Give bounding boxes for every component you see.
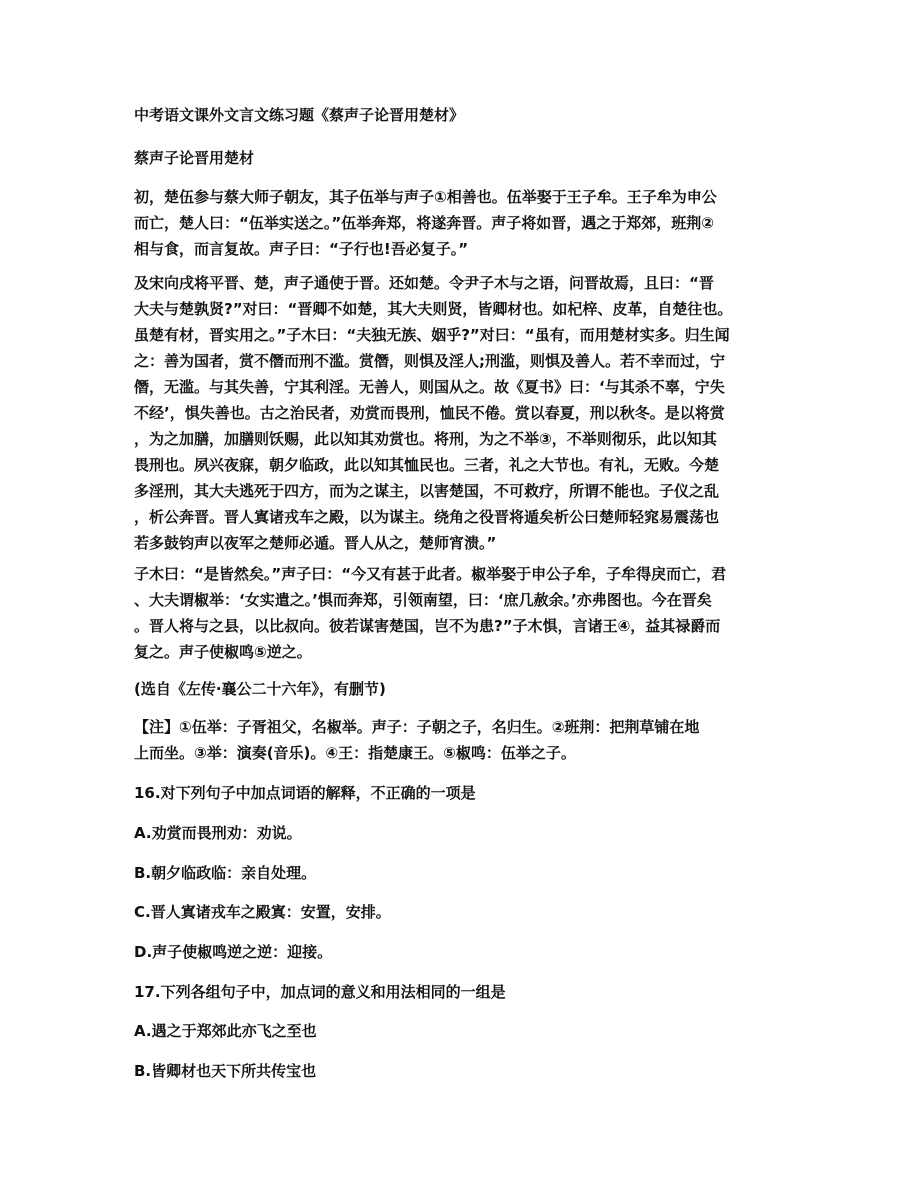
annotations: 【注】①伍举：子胥祖父，名椒举。声子：子朝之子，名归生。②班荆：把荆草铺在地 上而坐。③举：演奏(音乐)。④王：指楚康王。⑤椒鸣：伍举之子。 bbox=[134, 718, 700, 762]
q16-option-a: A.劝赏而畏刑劝：劝说。 bbox=[134, 824, 302, 842]
paragraph-3: 子木曰：“是皆然矣。”声子曰：“今又有甚于此者。椒举娶于申公子牟，子牟得戾而亡，君 、大夫谓椒举：‘女实遣之。’惧而奔郑，引领南望，曰：‘庶几赦余。’亦弗图也。今在晋矣 。晋人将与之县，以比叔向。彼若谋害楚国，岂不为患?”子木惧，言诸王④，益其禄爵而 复之。声子使椒鸣⑤逆之。 bbox=[134, 565, 727, 661]
q16-option-d: D.声子使椒鸣逆之逆：迎接。 bbox=[134, 943, 333, 961]
question-16: 16.对下列句子中加点词语的解释，不正确的一项是 bbox=[134, 784, 476, 802]
section-heading: 蔡声子论晋用楚材 bbox=[134, 149, 255, 167]
question-17: 17.下列各组句子中，加点词的意义和用法相同的一组是 bbox=[134, 983, 506, 1001]
q16-option-c: C.晋人寘诸戎车之殿寘：安置，安排。 bbox=[134, 903, 391, 921]
paragraph-2: 及宋向戌将平晋、楚，声子通使于晋。还如楚。令尹子木与之语，问晋故焉，且曰：“晋 大夫与楚孰贤?”对曰：“晋卿不如楚，其大夫则贤，皆卿材也。如杞梓、皮革，自楚往也。 虽楚有材，晋实用之。”子木曰：“夫独无族、姻乎?”对曰：“虽有，而用楚材实多。归生闻 之：善为国者，赏不僭而刑不滥。赏僭，则惧及淫人;刑滥，则惧及善人。若不幸而过，宁 僭，无滥。与其失善，宁其利淫。无善人，则国从之。故《夏书》曰：‘与其杀不辜，宁失 不经’，惧失善也。古之治民者，劝赏而畏刑，恤民不倦。赏以春夏，刑以秋冬。是以将赏 ，为之加膳，加膳则饫赐，此以知其劝赏也。将刑，为之不举③，不举则彻乐，此以知其 畏刑也。夙兴夜寐，朝夕临政，此以知其恤民也。三者，礼之大节也。有礼，无败。今楚 多淫刑，其大夫逃死于四方，而为之谋主，以害楚国，不可救疗，所谓不能也。子仪之乱 ，析公奔晋。晋人寘诸戎车之殿，以为谋主。绕角之役晋将遁矣析公曰楚师轻窕易震荡也 若多鼓钧声以夜军之楚师必遁。晋人从之，楚师宵溃。” bbox=[134, 274, 733, 552]
q17-option-b: B.皆卿材也天下所共传宝也 bbox=[134, 1062, 317, 1080]
document-title: 中考语文课外文言文练习题《蔡声子论晋用楚材》 bbox=[134, 106, 465, 124]
paragraph-1: 初，楚伍参与蔡大师子朝友，其子伍举与声子①相善也。伍举娶于王子牟。王子牟为申公 而亡，楚人曰：“伍举实送之。”伍举奔郑，将遂奔晋。声子将如晋，遇之于郑郊，班荆② 相与食，而言复故。声子曰：“子行也!吾必复子。” bbox=[134, 188, 717, 258]
q17-option-a: A.遇之于郑郊此亦飞之至也 bbox=[134, 1022, 317, 1040]
q16-option-b: B.朝夕临政临：亲自处理。 bbox=[134, 864, 317, 882]
source-note: (选自《左传·襄公二十六年》，有删节) bbox=[134, 680, 386, 698]
